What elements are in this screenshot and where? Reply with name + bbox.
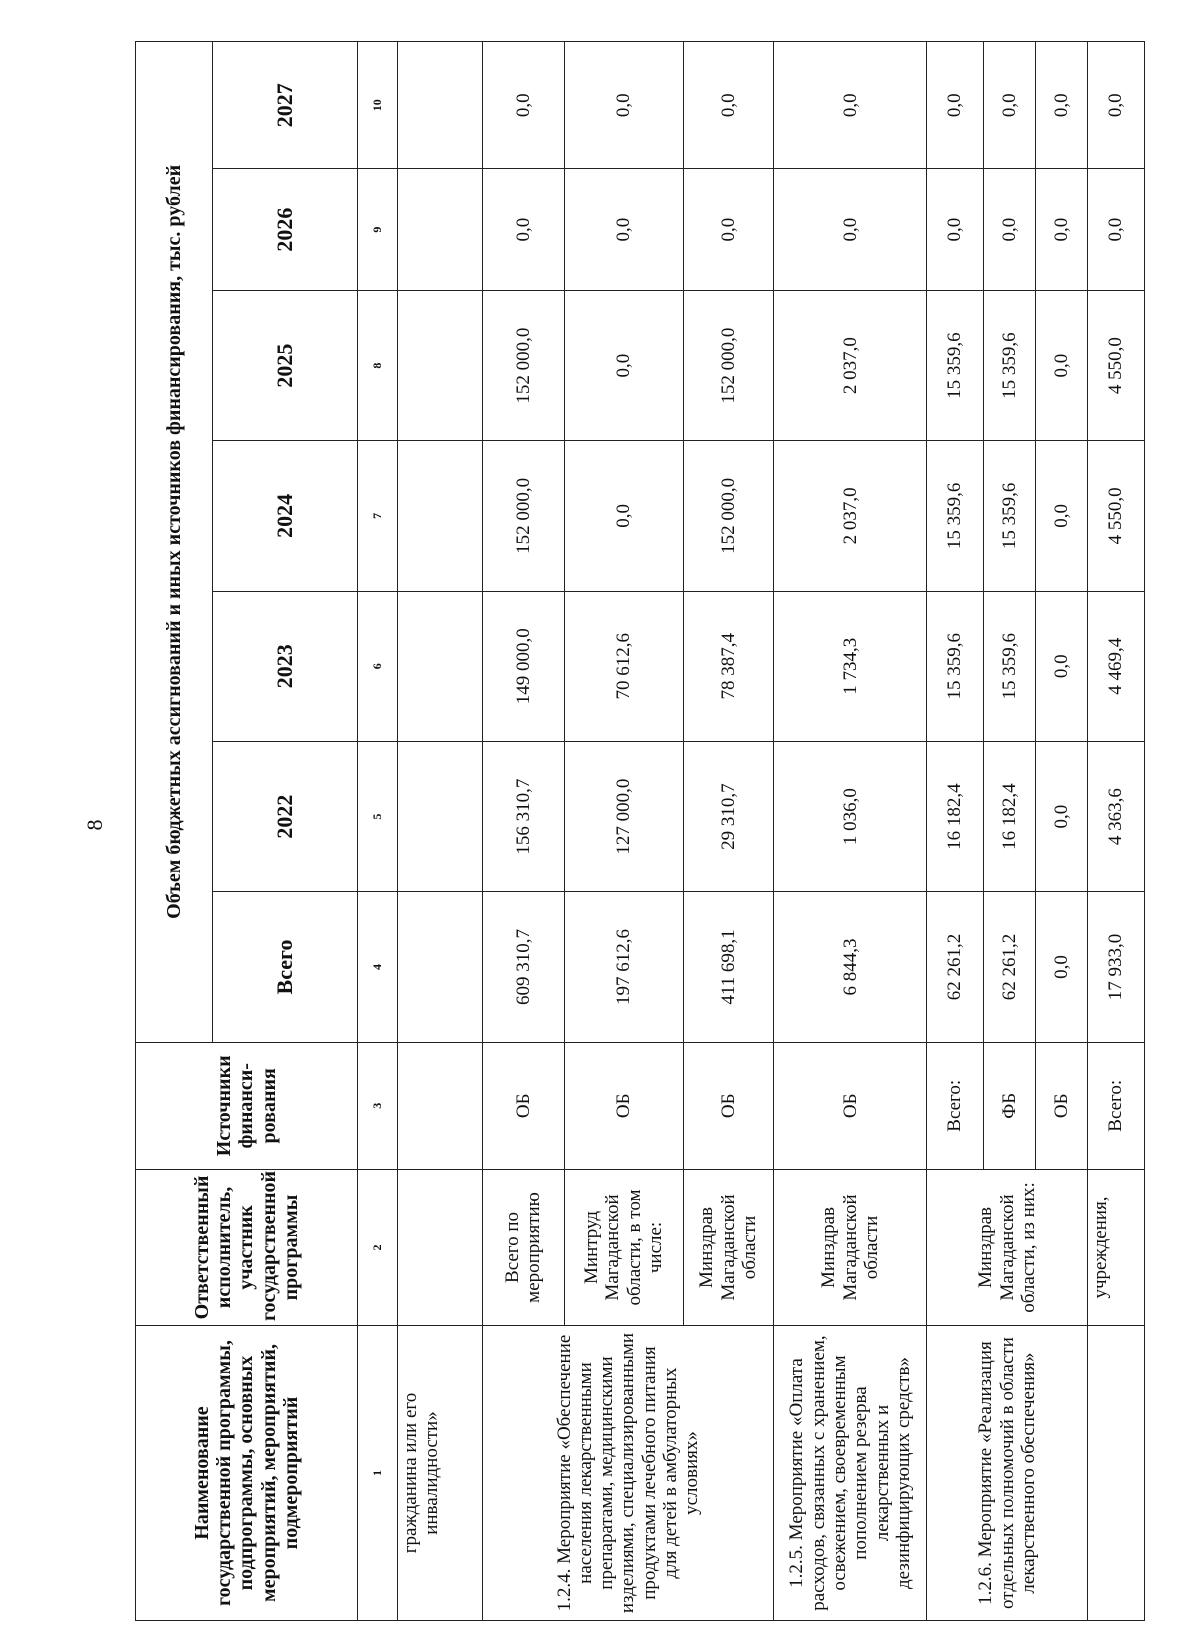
value-cell: 152 000,0	[683, 441, 774, 591]
value-cell: 0,0	[1036, 591, 1088, 741]
value-cell: 0,0	[1088, 42, 1145, 169]
value-cell: 0,0	[1036, 290, 1088, 440]
source-cell: ОБ	[774, 1042, 927, 1169]
executor-cell: учреждения,	[1088, 1169, 1145, 1325]
header-program-name: Наименование государственной программы, подпрограммы, основных мероприятий, мероприятий, подмероприятий	[136, 1326, 358, 1621]
value-cell: 152 000,0	[683, 290, 774, 440]
financing-table	[135, 41, 1145, 1621]
value-cell: 609 310,7	[482, 892, 564, 1042]
value-cell: 4 363,6	[1088, 741, 1145, 891]
program-name-cell: гражданина или его инвалидности»	[397, 1326, 482, 1621]
value-cell: 0,0	[683, 42, 774, 169]
source-cell: ФБ	[983, 1042, 1035, 1169]
col-number: 10	[358, 42, 398, 169]
col-number: 8	[358, 290, 398, 440]
col-number: 6	[358, 591, 398, 741]
value-cell: 0,0	[564, 441, 683, 591]
value-cell: 0,0	[482, 42, 564, 169]
table-row	[774, 42, 927, 1621]
executor-cell: Минздрав Магаданской области	[683, 1169, 774, 1325]
source-cell: Всего:	[1088, 1042, 1145, 1169]
value-cell: 156 310,7	[482, 741, 564, 891]
header-year-2027: 2027	[213, 42, 358, 169]
program-name-cell: 1.2.6. Мероприятие «Реализация отдельных полномочий в области лекарственного обеспечения»	[927, 1326, 1088, 1621]
program-name-cell: 1.2.4. Мероприятие «Обеспечение населения лекарственными препаратами, медицинскими изделиями, специализированными продуктами лечебного питания для детей в амбулаторных условиях»	[482, 1326, 773, 1621]
value-cell: 15 359,6	[927, 290, 984, 440]
value-cell: 0,0	[774, 169, 927, 290]
value-cell: 16 182,4	[983, 741, 1035, 891]
header-year-2023: 2023	[213, 591, 358, 741]
value-cell: 78 387,4	[683, 591, 774, 741]
col-number: 7	[358, 441, 398, 591]
header-year-2024: 2024	[213, 441, 358, 591]
header-executor: Ответственный исполнитель, участник государственной программы	[136, 1169, 358, 1325]
value-cell: 29 310,7	[683, 741, 774, 891]
header-year-2025: 2025	[213, 290, 358, 440]
value-cell: 2 037,0	[774, 441, 927, 591]
value-cell: 4 469,4	[1088, 591, 1145, 741]
table-row	[927, 42, 984, 1621]
value-cell: 149 000,0	[482, 591, 564, 741]
col-number: 2	[358, 1169, 398, 1325]
value-cell: 197 612,6	[564, 892, 683, 1042]
value-cell: 0,0	[1036, 741, 1088, 891]
value-cell: 0,0	[1036, 441, 1088, 591]
value-cell: 4 550,0	[1088, 290, 1145, 440]
executor-cell	[397, 1169, 482, 1325]
value-cell: 15 359,6	[927, 591, 984, 741]
program-name-cell	[1088, 1326, 1145, 1621]
value-cell	[397, 892, 482, 1042]
header-year-2022: 2022	[213, 741, 358, 891]
value-cell: 0,0	[1036, 892, 1088, 1042]
source-cell: ОБ	[564, 1042, 683, 1169]
header-year-2026: 2026	[213, 169, 358, 290]
value-cell: 62 261,2	[927, 892, 984, 1042]
value-cell: 411 698,1	[683, 892, 774, 1042]
source-cell: Всего:	[927, 1042, 984, 1169]
source-cell: ОБ	[482, 1042, 564, 1169]
table-row	[397, 42, 482, 1621]
value-cell: 62 261,2	[983, 892, 1035, 1042]
rotated-table-page	[135, 41, 1145, 1621]
col-number: 1	[358, 1326, 398, 1621]
value-cell: 0,0	[564, 169, 683, 290]
value-cell: 70 612,6	[564, 591, 683, 741]
value-cell: 152 000,0	[482, 441, 564, 591]
executor-cell: Минтруд Магаданской области, в том числе:	[564, 1169, 683, 1325]
value-cell	[397, 169, 482, 290]
header-year-total: Всего	[213, 892, 358, 1042]
value-cell: 1 734,3	[774, 591, 927, 741]
col-number: 4	[358, 892, 398, 1042]
source-cell: ОБ	[683, 1042, 774, 1169]
value-cell: 0,0	[683, 169, 774, 290]
table-row	[482, 42, 564, 1621]
value-cell: 152 000,0	[482, 290, 564, 440]
header-funding-source: Источники финанси-рования	[136, 1042, 358, 1169]
value-cell	[397, 42, 482, 169]
col-number: 9	[358, 169, 398, 290]
value-cell: 17 933,0	[1088, 892, 1145, 1042]
value-cell: 0,0	[983, 42, 1035, 169]
value-cell	[397, 290, 482, 440]
value-cell: 4 550,0	[1088, 441, 1145, 591]
value-cell: 15 359,6	[927, 441, 984, 591]
value-cell: 6 844,3	[774, 892, 927, 1042]
col-number: 3	[358, 1042, 398, 1169]
value-cell: 0,0	[774, 42, 927, 169]
value-cell	[397, 591, 482, 741]
value-cell: 0,0	[1036, 42, 1088, 169]
executor-cell: Всего по мероприятию	[482, 1169, 564, 1325]
value-cell: 0,0	[1036, 169, 1088, 290]
source-cell	[397, 1042, 482, 1169]
value-cell: 0,0	[564, 290, 683, 440]
value-cell: 0,0	[482, 169, 564, 290]
value-cell: 15 359,6	[983, 591, 1035, 741]
page-number: 8	[82, 819, 107, 831]
value-cell	[397, 441, 482, 591]
col-number: 5	[358, 741, 398, 891]
value-cell: 15 359,6	[983, 290, 1035, 440]
value-cell	[397, 741, 482, 891]
executor-cell: Минздрав Магаданской области	[774, 1169, 927, 1325]
value-cell: 0,0	[927, 42, 984, 169]
value-cell: 0,0	[1088, 169, 1145, 290]
table-row	[1088, 42, 1145, 1621]
value-cell: 0,0	[927, 169, 984, 290]
executor-cell: Минздрав Магаданской области, из них:	[927, 1169, 1088, 1325]
value-cell: 16 182,4	[927, 741, 984, 891]
value-cell: 0,0	[564, 42, 683, 169]
program-name-cell: 1.2.5. Мероприятие «Оплата расходов, связанных с хранением, освежением, своевременным пополнением резерва лекарственных и дезинфицирующих средств»	[774, 1326, 927, 1621]
source-cell: ОБ	[1036, 1042, 1088, 1169]
header-funding-volume: Объем бюджетных ассигнований и иных источников финансирования, тыс. рублей	[136, 42, 213, 1043]
value-cell: 127 000,0	[564, 741, 683, 891]
value-cell: 0,0	[983, 169, 1035, 290]
value-cell: 2 037,0	[774, 290, 927, 440]
value-cell: 15 359,6	[983, 441, 1035, 591]
value-cell: 1 036,0	[774, 741, 927, 891]
